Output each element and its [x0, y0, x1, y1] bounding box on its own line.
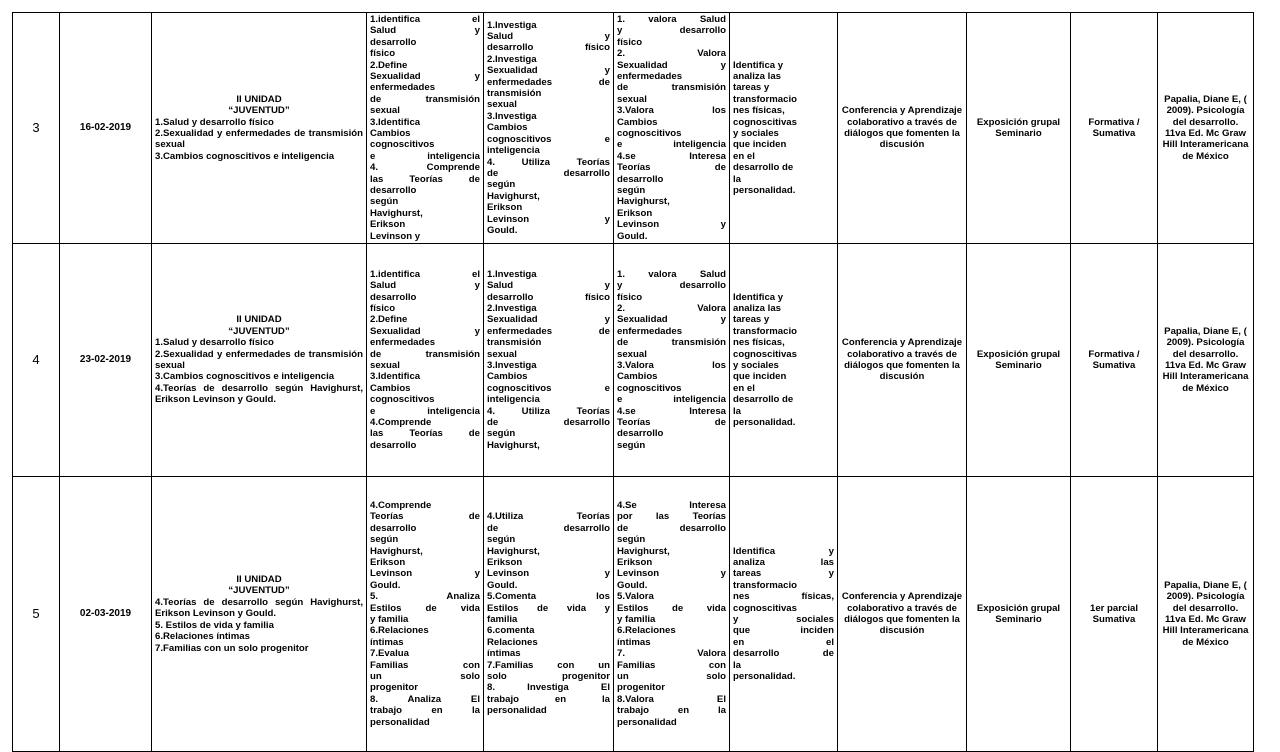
unit-title: II UNIDAD: [236, 574, 282, 586]
objective-line: cognoscitivos: [617, 128, 682, 139]
objective-line: Levinson y: [370, 230, 421, 242]
objective-line: 4. Utiliza Teorías: [487, 405, 610, 417]
objective-line: Salud y: [370, 25, 480, 37]
objective-line: Erikson: [370, 219, 406, 231]
objective-line: cognoscitivos e: [487, 382, 610, 394]
objective-line: 5.Comenta los: [487, 591, 610, 603]
objective-line: 3.Valora los: [617, 105, 726, 117]
objective-line: según: [617, 439, 646, 451]
objective-line: Erikson: [487, 556, 523, 568]
objective-line: y desarrollo: [617, 25, 726, 37]
objective-line: e inteligencia: [617, 139, 726, 151]
objective-line: Cambios: [617, 371, 658, 383]
evaluation-criteria: [730, 13, 838, 244]
objective-line: cognoscitivos: [617, 382, 682, 394]
evaluation-type: Formativa / Sumativa: [1071, 13, 1158, 244]
objective-line: 2.Investiga: [487, 53, 537, 65]
evaluation-criteria: [730, 477, 838, 752]
objective-line: e inteligencia: [370, 405, 480, 417]
criteria-line: Identifica y: [733, 291, 784, 303]
objective-line: 4.se Interesa: [617, 405, 726, 417]
objective-line: Gould.: [487, 224, 518, 236]
procedural-objectives: [484, 244, 614, 477]
objective-line: inteligencia: [487, 145, 540, 157]
objective-line: desarrollo físico: [487, 42, 610, 54]
objective-line: Familias con: [617, 659, 726, 671]
criteria-line: la: [733, 659, 742, 671]
objective-line: cognoscitivos e: [487, 133, 610, 145]
criteria-line: Identifica y: [733, 545, 834, 557]
objective-line: Erikson: [617, 556, 653, 568]
objective-line: 1.identifica el: [370, 268, 480, 280]
objective-line: un solo: [370, 671, 480, 683]
objective-line: desarrollo: [370, 36, 417, 48]
objective-line: personalidad: [487, 705, 547, 717]
criteria-line: cognoscitivas: [733, 602, 797, 614]
unit-subtitle: “JUVENTUD”: [228, 585, 290, 597]
objective-line: 3.Identifica: [370, 371, 421, 383]
objective-line: Erikson: [370, 556, 406, 568]
bibliography: Papalia, Diane E, ( 2009). Psicología del desarrollo. 11va Ed. Mc Graw Hill Interamericana de México: [1158, 477, 1254, 752]
objective-line: sexual: [370, 105, 400, 117]
criteria-line: analiza las: [733, 556, 834, 568]
objective-line: sexual: [370, 360, 400, 371]
conceptual-objectives: [367, 13, 484, 244]
teaching-strategy: Conferencia y Aprendizaje colaborativo a través de diálogos que fomenten la discusión: [838, 477, 967, 752]
objective-line: Erikson: [487, 202, 523, 214]
criteria-line: y sociales: [733, 128, 779, 139]
procedural-objectives: [484, 13, 614, 244]
evaluation-type: Formativa / Sumativa: [1071, 244, 1158, 477]
criteria-line: personalidad.: [733, 671, 796, 683]
criteria-line: Identifica y: [733, 59, 784, 71]
objective-line: sexual: [617, 93, 647, 105]
session-date: 02-03-2019: [60, 477, 152, 752]
criteria-line: en el: [733, 382, 755, 394]
objective-line: de desarrollo: [487, 522, 610, 534]
table-row: [13, 477, 1254, 752]
objective-line: Teorías de: [617, 162, 726, 174]
objective-line: según: [617, 185, 646, 197]
objective-line: 7. Valora: [617, 648, 726, 660]
objective-line: enfermedades: [370, 337, 436, 349]
objective-line: Estilos de vida: [370, 602, 480, 614]
objective-line: físico: [370, 302, 396, 314]
objective-line: enfermedades: [370, 82, 436, 94]
objective-line: un solo: [617, 671, 726, 683]
criteria-line: desarrollo de: [733, 162, 794, 174]
objective-line: Levinson y: [487, 213, 610, 225]
topic-item: 1.Salud y desarrollo físico: [155, 116, 274, 128]
topic-item: 1.Salud y desarrollo físico: [155, 337, 274, 349]
criteria-line: transformacio: [733, 325, 797, 337]
learning-evidence: Exposición grupal Seminario: [967, 477, 1071, 752]
objective-line: físico: [617, 291, 643, 303]
criteria-line: analiza las: [733, 70, 781, 82]
teaching-strategy: Conferencia y Aprendizaje colaborativo a través de diálogos que fomenten la discusión: [838, 13, 967, 244]
objective-line: Sexualidad y: [370, 70, 480, 82]
objective-line: 3.Investiga: [487, 110, 537, 122]
objective-line: Havighurst,: [487, 545, 540, 557]
objective-line: e inteligencia: [617, 394, 726, 406]
criteria-line: en el: [733, 636, 834, 648]
objective-line: Gould.: [487, 579, 518, 591]
objective-line: enfermedades de: [487, 76, 610, 88]
objective-line: Havighurst,: [487, 439, 540, 451]
objective-line: Erikson: [617, 207, 653, 219]
objective-line: según: [487, 428, 516, 440]
criteria-line: desarrollo de: [733, 648, 834, 660]
objective-line: Cambios: [487, 122, 528, 134]
objective-line: sexual: [617, 348, 647, 360]
criteria-line: y sociales: [733, 360, 779, 371]
table-row: [13, 244, 1254, 477]
criteria-line: analiza las: [733, 302, 781, 314]
criteria-line: nes físicas,: [733, 591, 834, 603]
objective-line: 4.Comprende: [370, 417, 432, 429]
objective-line: 6.comenta: [487, 625, 535, 637]
attitudinal-objectives: [614, 13, 730, 244]
objective-line: 3.Valora los: [617, 360, 726, 371]
topic-item: 2.Sexualidad y enfermedades de transmisión sexual: [155, 128, 363, 151]
objective-line: cognoscitivos: [370, 394, 435, 406]
criteria-line: cognoscitivas: [733, 116, 797, 128]
objective-line: 2. Valora: [617, 302, 726, 314]
teaching-strategy: Conferencia y Aprendizaje colaborativo a través de diálogos que fomenten la discusión: [838, 244, 967, 477]
objective-line: Cambios: [370, 382, 411, 394]
objective-line: 6.Relaciones: [617, 625, 676, 637]
objective-line: físico: [617, 36, 643, 48]
objective-line: Levinson y: [617, 219, 726, 231]
objective-line: según: [617, 534, 646, 546]
objective-line: de transmisión: [370, 93, 480, 105]
planning-table: [12, 12, 1254, 752]
unit-subtitle: “JUVENTUD”: [228, 325, 290, 337]
objective-line: físico: [370, 48, 396, 60]
procedural-objectives: [484, 477, 614, 752]
objective-line: según: [487, 534, 516, 546]
objective-line: Salud y: [487, 280, 610, 292]
objective-line: enfermedades: [617, 325, 683, 337]
objective-line: desarrollo físico: [487, 291, 610, 303]
objective-line: y desarrollo: [617, 280, 726, 292]
conceptual-objectives: [367, 477, 484, 752]
topic-item: 5. Estilos de vida y familia: [155, 619, 274, 631]
objective-line: 1.identifica el: [370, 13, 480, 25]
objective-line: personalidad: [617, 716, 677, 728]
criteria-line: nes físicas,: [733, 105, 785, 117]
objective-line: íntimas: [617, 636, 651, 648]
objective-line: Estilos de vida y: [487, 602, 610, 614]
objective-line: transmisión: [487, 337, 542, 349]
objective-line: 2. Valora: [617, 48, 726, 60]
objective-line: Familias con: [370, 659, 480, 671]
objective-line: 4.Se Interesa: [617, 499, 726, 511]
objective-line: Gould.: [617, 230, 648, 242]
criteria-line: personalidad.: [733, 417, 796, 429]
objective-line: Sexualidad y: [487, 314, 610, 326]
attitudinal-objectives: [614, 244, 730, 477]
objective-line: Levinson y: [617, 568, 726, 580]
objective-line: Havighurst,: [487, 190, 540, 202]
objective-line: Sexualidad y: [370, 325, 480, 337]
objective-line: Havighurst,: [617, 545, 670, 557]
objective-line: progenitor: [617, 682, 665, 694]
objective-line: íntimas: [370, 636, 404, 648]
session-date: 16-02-2019: [60, 13, 152, 244]
bibliography: Papalia, Diane E, ( 2009). Psicología del desarrollo. 11va Ed. Mc Graw Hill Interamericana de México: [1158, 13, 1254, 244]
criteria-line: tareas y: [733, 314, 770, 326]
objective-line: según: [370, 196, 399, 208]
bibliography: Papalia, Diane E, ( 2009). Psicología del desarrollo. 11va Ed. Mc Graw Hill Interamericana de México: [1158, 244, 1254, 477]
criteria-line: tareas y: [733, 82, 770, 94]
objective-line: desarrollo: [370, 185, 417, 197]
objective-line: trabajo en la: [487, 693, 610, 705]
objective-line: desarrollo: [617, 173, 664, 185]
table-body: [13, 13, 1254, 752]
session-number: 4: [13, 244, 60, 477]
objective-line: las Teorías de: [370, 173, 480, 185]
objective-line: 7.Evalua: [370, 648, 409, 660]
topic-item: 4.Teorías de desarrollo según Havighurst, Erikson Levinson y Gould.: [155, 596, 363, 620]
objective-line: Levinson y: [370, 568, 480, 580]
objective-line: 8. Analiza El: [370, 693, 480, 705]
topic-item: 2.Sexualidad y enfermedades de transmisión sexual: [155, 348, 363, 371]
objective-line: Cambios: [487, 371, 528, 383]
criteria-line: nes físicas,: [733, 337, 785, 349]
topic-item: 4.Teorías de desarrollo según Havighurst, Erikson Levinson y Gould.: [155, 382, 363, 406]
objective-line: 4. Comprende: [370, 162, 480, 174]
objective-line: Salud y: [370, 280, 480, 292]
objective-line: de desarrollo: [487, 417, 610, 429]
objective-line: sexual: [487, 99, 517, 111]
objective-line: Salud y: [487, 31, 610, 43]
objective-line: Sexualidad y: [487, 65, 610, 77]
objective-line: Sexualidad y: [617, 314, 726, 326]
objective-line: de desarrollo: [487, 167, 610, 179]
criteria-line: que inciden: [733, 625, 834, 637]
objective-line: 2.Investiga: [487, 302, 537, 314]
objective-line: cognoscitivos: [370, 139, 435, 151]
table-row: [13, 13, 1254, 244]
unit-subtitle: “JUVENTUD”: [228, 105, 290, 117]
objective-line: 3.Investiga: [487, 360, 537, 371]
objective-line: y familia: [370, 614, 409, 625]
unit-title: II UNIDAD: [236, 314, 282, 326]
objective-line: 6.Relaciones: [370, 625, 429, 637]
objective-line: familia: [487, 614, 518, 625]
learning-evidence: Exposición grupal Seminario: [967, 244, 1071, 477]
criteria-line: la: [733, 405, 742, 417]
objective-line: Cambios: [617, 116, 658, 128]
objective-line: Estilos de vida: [617, 602, 726, 614]
topic-item: 3.Cambios cognoscitivos e inteligencia: [155, 371, 335, 383]
criteria-line: personalidad.: [733, 185, 796, 197]
criteria-line: que inciden: [733, 371, 787, 383]
objective-line: 4. Utiliza Teorías: [487, 156, 610, 168]
criteria-line: transformacio: [733, 579, 797, 591]
objective-line: enfermedades de: [487, 325, 610, 337]
unit-topics: [152, 244, 367, 477]
objective-line: Gould.: [370, 579, 401, 591]
objective-line: 1. valora Salud: [617, 13, 726, 25]
objective-line: 7.Familias con un: [487, 659, 610, 671]
evaluation-criteria: [730, 244, 838, 477]
objective-line: y familia: [617, 614, 656, 625]
objective-line: 8. Investiga El: [487, 682, 610, 694]
objective-line: desarrollo: [370, 439, 417, 451]
objective-line: 4.se Interesa: [617, 150, 726, 162]
objective-line: enfermedades: [617, 70, 683, 82]
objective-line: 2.Define: [370, 314, 408, 326]
session-number: 3: [13, 13, 60, 244]
topic-item: 3.Cambios cognoscitivos e inteligencia: [155, 150, 335, 162]
objective-line: trabajo en la: [370, 705, 480, 717]
objective-line: de transmisión: [370, 348, 480, 360]
unit-topics: [152, 477, 367, 752]
criteria-line: tareas y: [733, 568, 834, 580]
objective-line: 1.Investiga: [487, 268, 537, 280]
objective-line: 4.Comprende: [370, 499, 432, 511]
criteria-line: y sociales: [733, 614, 834, 625]
objective-line: 2.Define: [370, 59, 408, 71]
objective-line: 8.Valora El: [617, 693, 726, 705]
objective-line: sexual: [487, 348, 517, 360]
criteria-line: desarrollo de: [733, 394, 794, 406]
objective-line: de transmisión: [617, 82, 726, 94]
objective-line: progenitor: [370, 682, 418, 694]
objective-line: 1. valora Salud: [617, 268, 726, 280]
objective-line: Havighurst,: [617, 196, 670, 208]
objective-line: por las Teorías: [617, 511, 726, 523]
objective-line: 5. Analiza: [370, 591, 480, 603]
objective-line: Relaciones: [487, 636, 538, 648]
objective-line: Teorías de: [370, 511, 480, 523]
objective-line: según: [487, 179, 516, 191]
objective-line: Gould.: [617, 579, 648, 591]
objective-line: transmisión: [487, 88, 542, 100]
objective-line: las Teorías de: [370, 428, 480, 440]
objective-line: inteligencia: [487, 394, 540, 406]
unit-title: II UNIDAD: [236, 93, 282, 105]
objective-line: e inteligencia: [370, 150, 480, 162]
topic-item: 6.Relaciones íntimas: [155, 631, 250, 643]
criteria-line: la: [733, 173, 742, 185]
learning-evidence: Exposición grupal Seminario: [967, 13, 1071, 244]
objective-line: 1.Investiga: [487, 19, 537, 31]
session-number: 5: [13, 477, 60, 752]
unit-topics: [152, 13, 367, 244]
objective-line: desarrollo: [370, 522, 417, 534]
objective-line: de transmisión: [617, 337, 726, 349]
objective-line: desarrollo: [617, 428, 664, 440]
evaluation-type: 1er parcial Sumativa: [1071, 477, 1158, 752]
session-date: 23-02-2019: [60, 244, 152, 477]
objective-line: personalidad: [370, 716, 430, 728]
objective-line: 5.Valora: [617, 591, 654, 603]
objective-line: Havighurst,: [370, 207, 423, 219]
criteria-line: en el: [733, 150, 755, 162]
objective-line: Cambios: [370, 128, 411, 139]
objective-line: trabajo en la: [617, 705, 726, 717]
objective-line: Sexualidad y: [617, 59, 726, 71]
objective-line: Levinson y: [487, 568, 610, 580]
objective-line: desarrollo: [370, 291, 417, 303]
objective-line: Havighurst,: [370, 545, 423, 557]
objective-line: de desarrollo: [617, 522, 726, 534]
criteria-line: cognoscitivas: [733, 348, 797, 360]
criteria-line: que inciden: [733, 139, 787, 151]
conceptual-objectives: [367, 244, 484, 477]
objective-line: 3.Identifica: [370, 116, 421, 128]
criteria-line: transformacio: [733, 93, 797, 105]
attitudinal-objectives: [614, 477, 730, 752]
objective-line: 4.Utiliza Teorías: [487, 511, 610, 523]
objective-line: íntimas: [487, 648, 521, 660]
objective-line: solo progenitor: [487, 671, 610, 683]
topic-item: 7.Familias con un solo progenitor: [155, 642, 309, 654]
objective-line: Teorías de: [617, 417, 726, 429]
objective-line: según: [370, 534, 399, 546]
